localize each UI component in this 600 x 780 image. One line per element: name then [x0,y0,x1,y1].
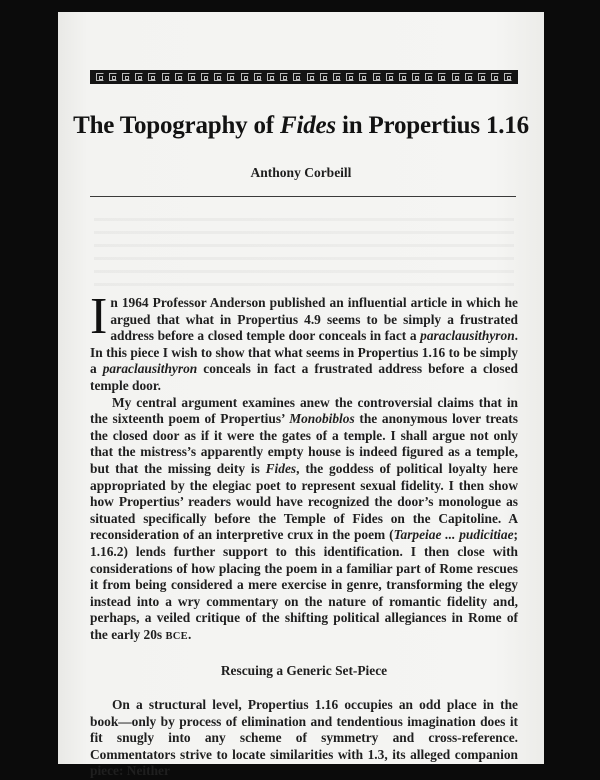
text-run: n 1964 Professor Anderson published an influential article in which he argued that what in Propertius 4.9 seems to be simply a frustrated address before a closed temple door conceals in fact a [110,295,518,344]
italic-run: paraclausithyron [420,328,515,344]
greek-key-border [90,70,518,84]
paragraph-argument [90,395,518,646]
title-italic: Fides [279,112,336,139]
author-name: Anthony Corbeill [250,165,352,180]
text-run: ; 1.16.2) lends further support to this identification. I then close with considerations of how placing the poem in a familiar part of Rome rescues it from being considered a mere exercise in genre, transforming the elegy instead into a wry commentary on the nature of romantic fidelity and, perhaps, a veiled critique of the shifting political allegiances in Rome of the early 20s [90,527,518,642]
paragraph-intro [90,288,518,395]
bleed-through-text [94,208,514,286]
journal-page [58,12,544,779]
italic-run: Tarpeiae ... pudicitiae [393,527,514,543]
paragraph-structure: On a structural level, Propertius 1.16 occupies an odd place in the book—only by process of elimination and tendentious imagination does it fit snugly into any scheme of symmetry and cross-reference. Commentators strive to locate similarities with 1.3, its alleged companion piece: Neither [90,697,518,779]
text-run: . In this piece I wish to show that what seems in Propertius 1.16 to be simply a [90,328,518,377]
article-title [58,112,544,140]
article-body [90,288,518,780]
text-run: My central argument examines anew the controversial claims that in the sixteenth poem of Propertius’ [90,394,518,427]
italic-run: paraclausithyron [102,361,198,377]
title-part: in Propertius 1.16 [335,112,529,139]
title-part: The Topography of [73,112,280,139]
drop-cap: I [90,288,108,345]
title-rule [90,196,516,197]
text-run: , the goddess of political loyalty here appropriated by the elegiac poet to represent sexual fidelity. I then show how Propertius’ readers would have recognized the door’s monologue as situated specifically before the Temple of Fides on the Capitoline. A reconsideration of an interpretive crux in the poem ( [90,460,518,543]
text-run: the anonymous lover treats the closed door as if it were the gates of a temple. I shall argue not only that the mistress’s apparently empty house is indeed figured as a temple, but that the missing deity is [90,411,518,476]
italic-run: Monobiblos [289,411,355,427]
section-heading: Rescuing a Generic Set-Piece [220,663,388,679]
text-run: . [188,626,192,642]
small-caps-run: BCE [165,630,188,642]
italic-run: Fides [265,460,297,476]
text-run: conceals in fact a frustrated address before a closed temple door. [90,361,518,393]
